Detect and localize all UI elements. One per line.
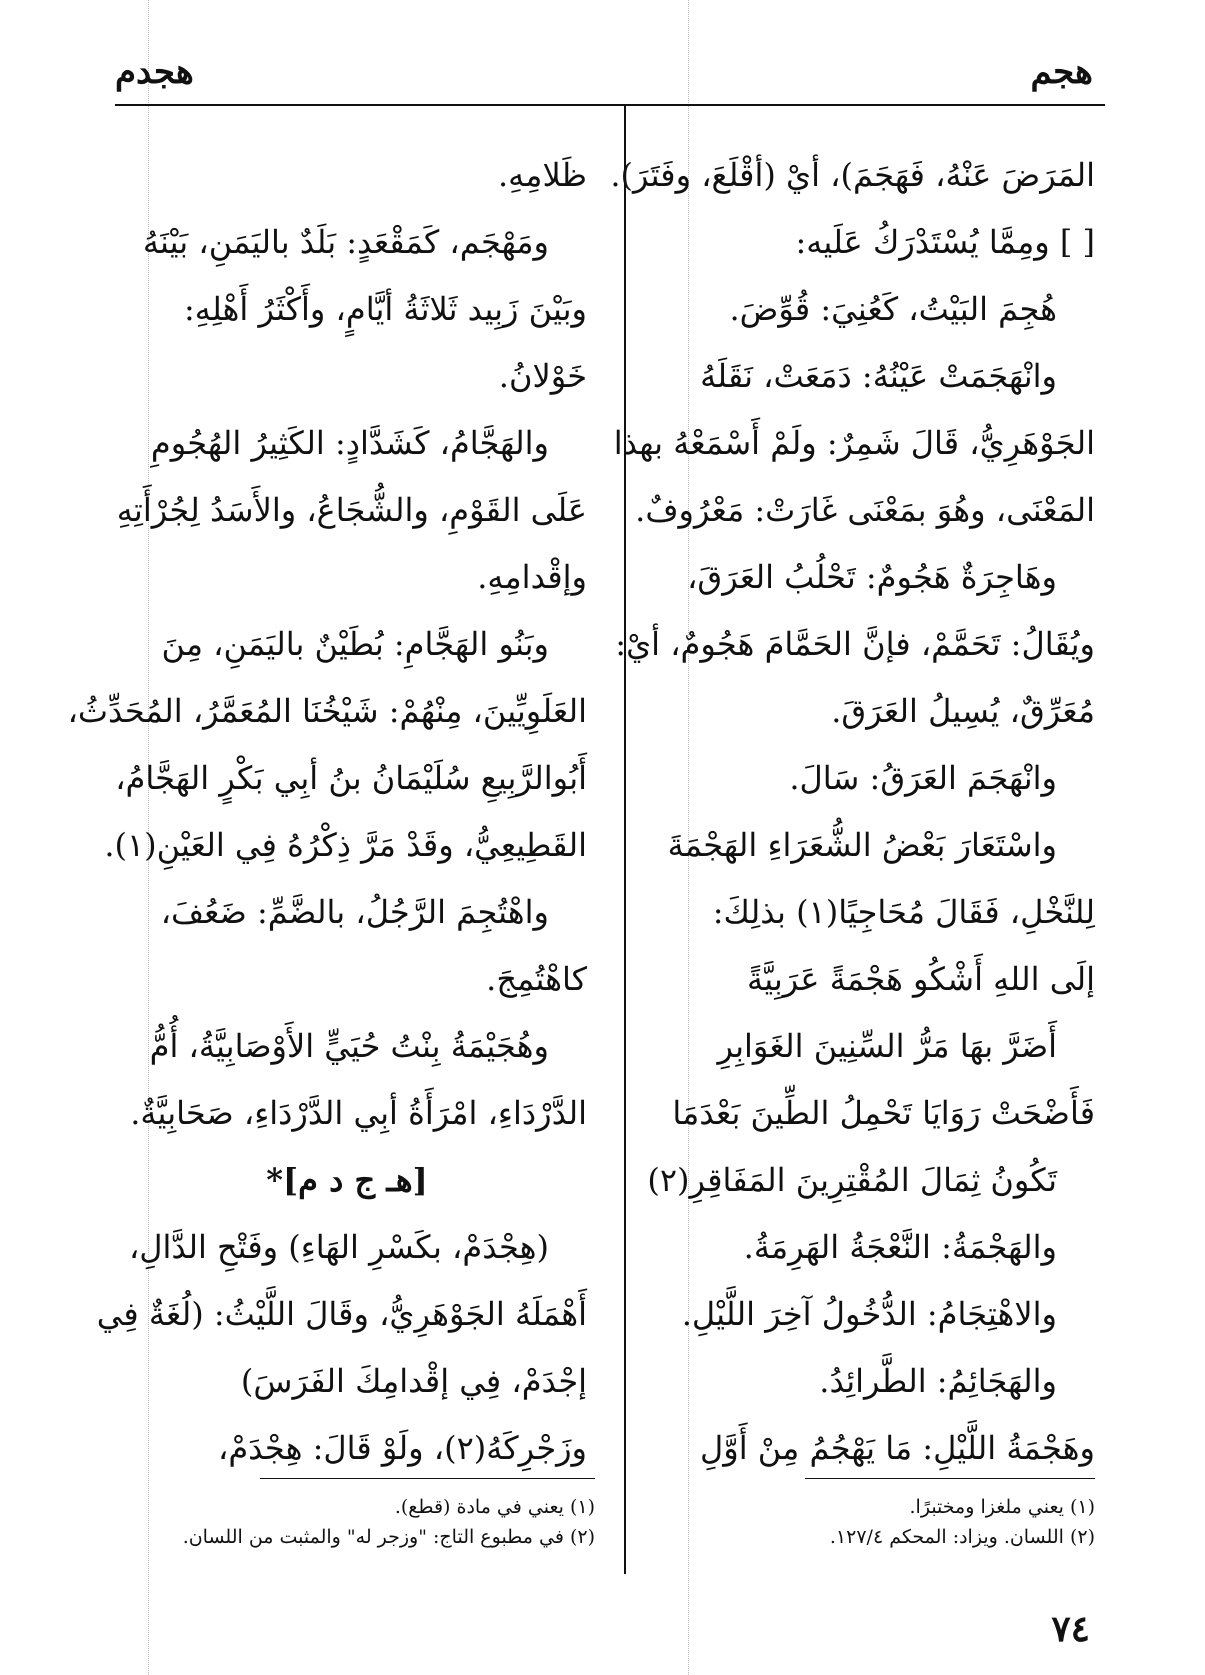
text-line: خَوْلانُ. [498,357,587,395]
text-line: والهَجْمَةُ: النَّعْجَةُ الهَرِمَةُ. [743,1228,1057,1266]
text-line: والهَجَّامُ، كَشَدَّادٍ: الكَثِيرُ الهُجُومِ [150,424,549,462]
text-line: ظَلامِهِ. [497,156,587,194]
footnote-rule-right [805,1478,1095,1479]
text-line: وانْهَجَمَ العَرَقُ: سَالَ. [789,759,1057,797]
text-line: وإقْدامِهِ. [477,558,587,596]
poetry-line: فَأَضْحَتْ رَوَايَا تَحْمِلُ الطِّينَ بَعْدَمَا [672,1094,1095,1132]
text-line: وهَاجِرَةٌ هَجُومٌ: تَحْلُبُ العَرَقَ، [687,558,1057,596]
text-line: هُجِمَ البَيْتُ، كَعُنِيَ: قُوِّضَ. [729,290,1057,328]
text-line: وبَيْنَ زَبِيد ثَلاثَةُ أيَّامٍ، وأَكْثَرُ أَهْلِهِ: [184,290,587,328]
text-line: أَبُوالرَّبِيعِ سُلَيْمَانُ بنُ أبِي بَكْرٍ الهَجَّامُ، [115,759,587,797]
text-line: وزَجْرِكَهُ(٢)، ولَوْ قَالَ: هِجْدَمْ، [217,1429,587,1467]
footnote: (١) يعني في مادة (قطع). [394,1496,595,1518]
text-line: واسْتَعَارَ بَعْضُ الشُّعَرَاءِ الهَجْمَةَ [667,826,1057,864]
text-line: العَلَوِيِّينَ، مِنْهُمْ: شَيْخُنَا المُعَمَّرُ، المُحَدِّثُ، [67,692,587,730]
footnote: (٢) في مطبوع التاج: "وزجر له" والمثبت من اللسان. [182,1526,595,1548]
text-line: أَهْمَلَهُ الجَوْهَرِيُّ، وقَالَ اللَّيْثُ: (لُغَةٌ فِي [96,1295,587,1333]
text-line: القَطِيعِيُّ، وقَدْ مَرَّ ذِكْرُهُ فِي العَيْنِ(١). [104,826,587,864]
poetry-line: أَضَرَّ بهَا مَرُّ السِّنِينَ الغَوَابِرِ [717,1027,1057,1065]
page-number: ٧٤ [1051,1608,1090,1650]
text-line: واهْتُجِمَ الرَّجُلُ، بالضَّمِّ: ضَعُفَ، [160,893,549,931]
text-line: ومَهْجَم، كَمَقْعَدٍ: بَلَدٌ باليَمَنِ، بَيْنَهُ [142,223,549,261]
text-line: وبَنُو الهَجَّامِ: بُطَيْنٌ باليَمَنِ، مِنَ [161,625,549,663]
text-line: كاهْتُمِجَ. [486,960,587,998]
text-line: وهَجْمَةُ اللَّيْلِ: مَا يَهْجُمُ مِنْ أَوَّلِ [700,1429,1095,1467]
header-rule [115,104,1105,106]
running-head-left: هجدم [115,52,194,92]
text-line: المَعْنَى، وهُوَ بمَعْنَى غَارَتْ: مَعْرُوفٌ. [635,491,1095,529]
text-line: المَرَضَ عَنْهُ، فَهَجَمَ)، أيْ (أقْلَعَ، وفَتَرَ). [610,156,1095,194]
text-line: مُعَرِّقٌ، يُسِيلُ العَرَقَ. [831,692,1095,730]
running-head-right: هجم [1030,52,1093,92]
footnotes-left [115,1492,595,1552]
text-line: [ ] ومِمَّا يُسْتَدْرَكُ عَلَيه: [795,223,1095,261]
footnotes-right [625,1492,1095,1552]
text-line: ويُقَالُ: تَحَمَّمْ، فإنَّ الحَمَّامَ هَجُومٌ، أيْ: [615,625,1095,663]
poetry-line: تَكُونُ ثِمَالَ المُقْتِرِينَ المَفَاقِرِ(٢) [647,1161,1057,1199]
right-column [610,142,1095,1482]
text-line: والاهْتِجَامُ: الدُّخُولُ آخِرَ اللَّيْلِ. [681,1295,1057,1333]
entry-heading: [هـ ج د م]* [266,1161,428,1199]
text-line: الدَّرْدَاءِ، امْرَأَةُ أبِي الدَّرْدَاءِ، صَحَابِيَّةٌ. [130,1094,587,1132]
footnote: (٢) اللسان. ويزاد: المحكم ١٢٧/٤. [829,1526,1095,1548]
poetry-line: إلَى اللهِ أَشْكُو هَجْمَةً عَرَبِيَّةً [747,960,1095,998]
footnote: (١) يعني ملغزا ومختبرًا. [909,1496,1095,1518]
left-column [67,142,587,1482]
text-line: إجْدَمْ، فِي إقْدامِكَ الفَرَسَ) [240,1362,587,1400]
text-line: عَلَى القَوْمِ، والشُّجَاعُ، والأَسَدُ لِجُرْأَتِهِ [116,491,587,529]
text-line: وهُجَيْمَةُ بِنْتُ حُيَيٍّ الأَوْصَابِيَّةُ، أُمُّ [149,1027,549,1065]
text-line: (هِجْدَمْ، بكَسْرِ الهَاءِ) وفَتْحِ الدَّالِ، [128,1228,549,1266]
text-line: والهَجَائِمُ: الطَّرائِدُ. [819,1362,1057,1400]
footnote-rule-left [260,1478,595,1479]
text-line: لِلنَّخْلِ، فَقَالَ مُحَاجِيًا(١) بذلِكَ: [712,893,1095,931]
text-line: الجَوْهَرِيُّ، قَالَ شَمِرٌ: ولَمْ أَسْمَعْهُ بهذا [613,424,1095,462]
text-line: وانْهَجَمَتْ عَيْنُهُ: دَمَعَتْ، نَقَلَهُ [700,357,1057,395]
